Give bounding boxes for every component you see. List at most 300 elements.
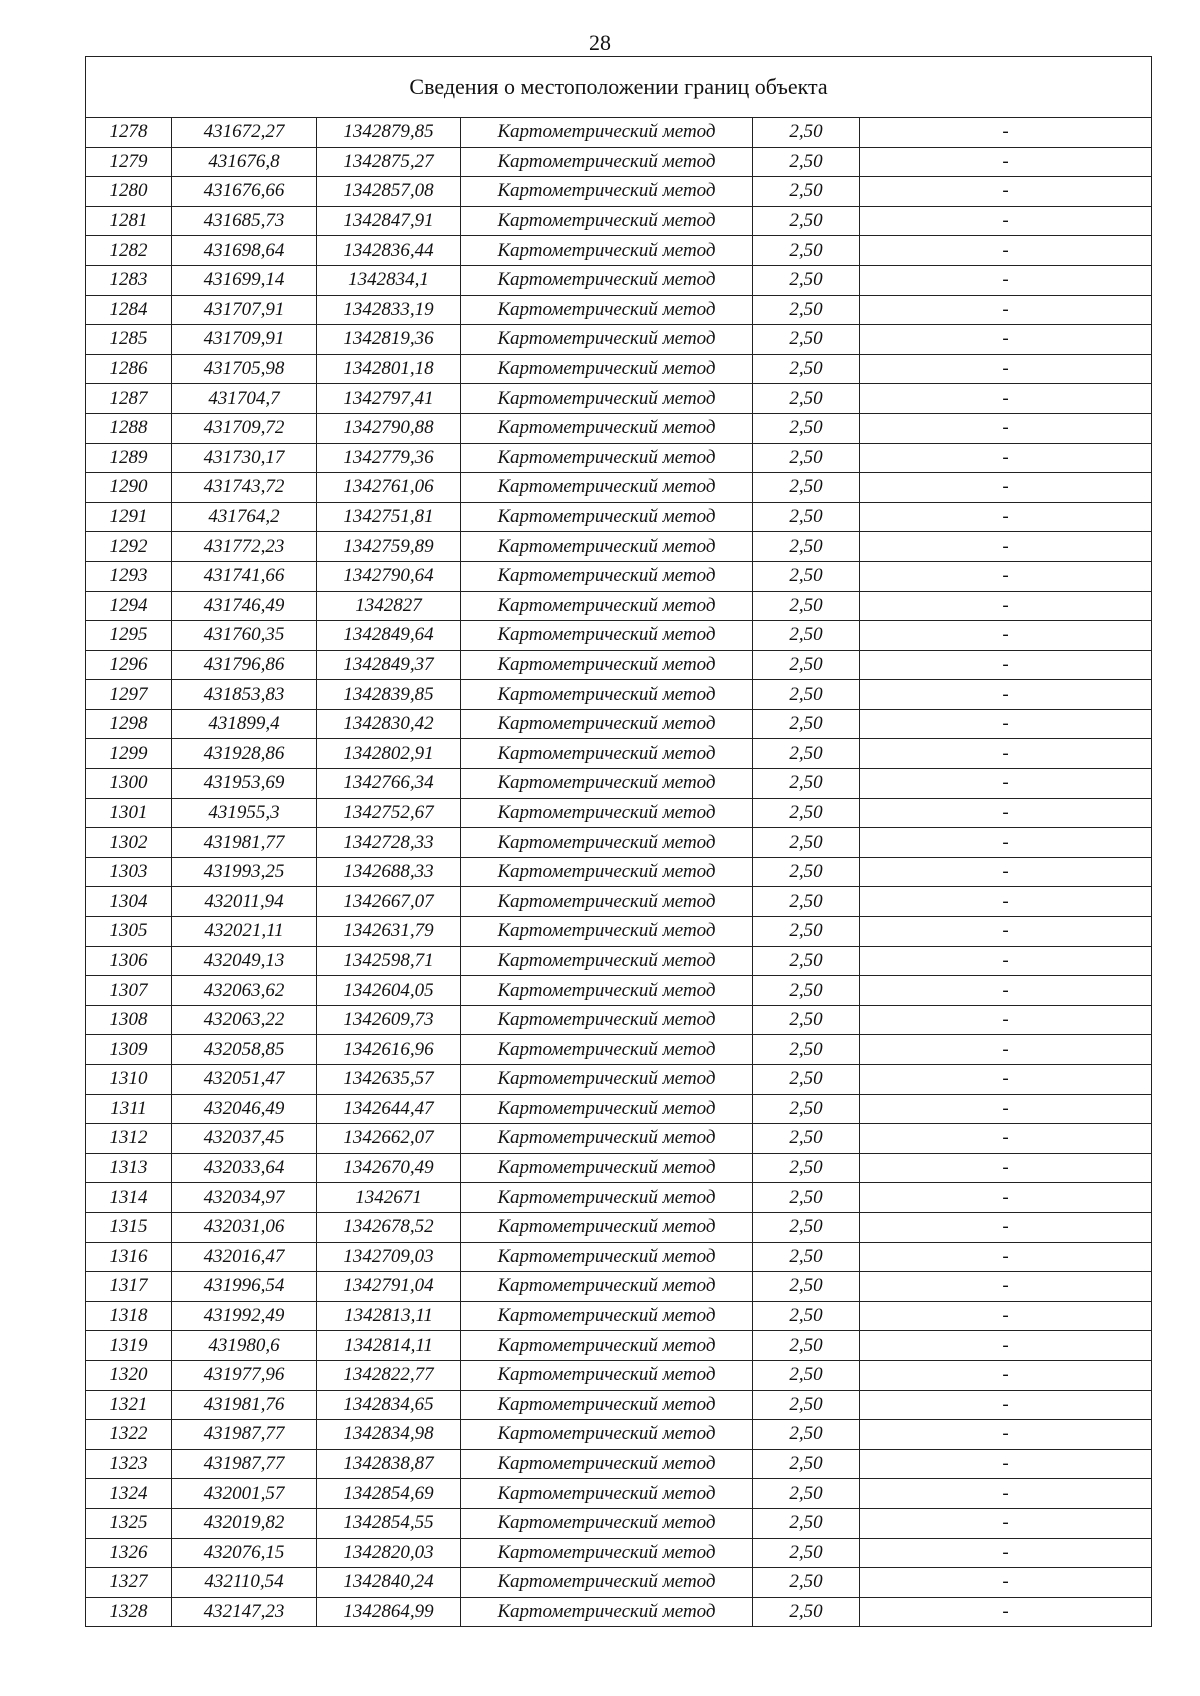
description-cell: - xyxy=(860,1242,1152,1272)
y-coordinate-cell: 1342688,33 xyxy=(317,857,461,887)
y-coordinate-cell: 1342820,03 xyxy=(317,1538,461,1568)
point-number-cell: 1324 xyxy=(86,1479,172,1509)
point-number-cell: 1297 xyxy=(86,680,172,710)
description-cell: - xyxy=(860,739,1152,769)
table-title-row xyxy=(86,57,1152,118)
description-cell: - xyxy=(860,976,1152,1006)
y-coordinate-cell: 1342609,73 xyxy=(317,1005,461,1035)
description-cell: - xyxy=(860,917,1152,947)
point-number-cell: 1305 xyxy=(86,917,172,947)
x-coordinate-cell: 431796,86 xyxy=(172,650,317,680)
accuracy-cell: 2,50 xyxy=(753,1153,860,1183)
table-row xyxy=(86,1065,1152,1095)
table-row xyxy=(86,591,1152,621)
description-cell: - xyxy=(860,1568,1152,1598)
accuracy-cell: 2,50 xyxy=(753,621,860,651)
method-cell: Картометрический метод xyxy=(461,1065,753,1095)
method-cell: Картометрический метод xyxy=(461,1153,753,1183)
description-cell: - xyxy=(860,147,1152,177)
point-number-cell: 1310 xyxy=(86,1065,172,1095)
table-row xyxy=(86,1331,1152,1361)
description-cell: - xyxy=(860,1153,1152,1183)
point-number-cell: 1301 xyxy=(86,798,172,828)
description-cell: - xyxy=(860,118,1152,148)
table-row xyxy=(86,887,1152,917)
method-cell: Картометрический метод xyxy=(461,1183,753,1213)
method-cell: Картометрический метод xyxy=(461,1272,753,1302)
point-number-cell: 1282 xyxy=(86,236,172,266)
description-cell: - xyxy=(860,1420,1152,1450)
y-coordinate-cell: 1342598,71 xyxy=(317,946,461,976)
point-number-cell: 1288 xyxy=(86,413,172,443)
method-cell: Картометрический метод xyxy=(461,1597,753,1627)
accuracy-cell: 2,50 xyxy=(753,739,860,769)
accuracy-cell: 2,50 xyxy=(753,1360,860,1390)
method-cell: Картометрический метод xyxy=(461,1360,753,1390)
description-cell: - xyxy=(860,384,1152,414)
table-row xyxy=(86,1183,1152,1213)
x-coordinate-cell: 432033,64 xyxy=(172,1153,317,1183)
y-coordinate-cell: 1342854,55 xyxy=(317,1508,461,1538)
y-coordinate-cell: 1342791,04 xyxy=(317,1272,461,1302)
accuracy-cell: 2,50 xyxy=(753,828,860,858)
method-cell: Картометрический метод xyxy=(461,946,753,976)
y-coordinate-cell: 1342752,67 xyxy=(317,798,461,828)
method-cell: Картометрический метод xyxy=(461,1568,753,1598)
description-cell: - xyxy=(860,1094,1152,1124)
table-row xyxy=(86,561,1152,591)
description-cell: - xyxy=(860,1005,1152,1035)
accuracy-cell: 2,50 xyxy=(753,1242,860,1272)
accuracy-cell: 2,50 xyxy=(753,354,860,384)
y-coordinate-cell: 1342616,96 xyxy=(317,1035,461,1065)
y-coordinate-cell: 1342802,91 xyxy=(317,739,461,769)
description-cell: - xyxy=(860,1360,1152,1390)
method-cell: Картометрический метод xyxy=(461,265,753,295)
accuracy-cell: 2,50 xyxy=(753,887,860,917)
y-coordinate-cell: 1342847,91 xyxy=(317,206,461,236)
method-cell: Картометрический метод xyxy=(461,384,753,414)
accuracy-cell: 2,50 xyxy=(753,413,860,443)
accuracy-cell: 2,50 xyxy=(753,1390,860,1420)
method-cell: Картометрический метод xyxy=(461,1242,753,1272)
y-coordinate-cell: 1342801,18 xyxy=(317,354,461,384)
method-cell: Картометрический метод xyxy=(461,561,753,591)
accuracy-cell: 2,50 xyxy=(753,1420,860,1450)
x-coordinate-cell: 431853,83 xyxy=(172,680,317,710)
y-coordinate-cell: 1342709,03 xyxy=(317,1242,461,1272)
method-cell: Картометрический метод xyxy=(461,1212,753,1242)
description-cell: - xyxy=(860,502,1152,532)
description-cell: - xyxy=(860,354,1152,384)
y-coordinate-cell: 1342840,24 xyxy=(317,1568,461,1598)
table-row xyxy=(86,917,1152,947)
y-coordinate-cell: 1342819,36 xyxy=(317,325,461,355)
point-number-cell: 1312 xyxy=(86,1124,172,1154)
method-cell: Картометрический метод xyxy=(461,325,753,355)
y-coordinate-cell: 1342813,11 xyxy=(317,1301,461,1331)
accuracy-cell: 2,50 xyxy=(753,1094,860,1124)
method-cell: Картометрический метод xyxy=(461,769,753,799)
y-coordinate-cell: 1342849,37 xyxy=(317,650,461,680)
table-row xyxy=(86,354,1152,384)
accuracy-cell: 2,50 xyxy=(753,591,860,621)
accuracy-cell: 2,50 xyxy=(753,857,860,887)
table-row xyxy=(86,265,1152,295)
table-row xyxy=(86,1301,1152,1331)
point-number-cell: 1309 xyxy=(86,1035,172,1065)
method-cell: Картометрический метод xyxy=(461,680,753,710)
y-coordinate-cell: 1342834,65 xyxy=(317,1390,461,1420)
description-cell: - xyxy=(860,1479,1152,1509)
x-coordinate-cell: 431685,73 xyxy=(172,206,317,236)
y-coordinate-cell: 1342671 xyxy=(317,1183,461,1213)
method-cell: Картометрический метод xyxy=(461,502,753,532)
table-row xyxy=(86,798,1152,828)
x-coordinate-cell: 432019,82 xyxy=(172,1508,317,1538)
y-coordinate-cell: 1342667,07 xyxy=(317,887,461,917)
method-cell: Картометрический метод xyxy=(461,709,753,739)
method-cell: Картометрический метод xyxy=(461,798,753,828)
table-row xyxy=(86,413,1152,443)
table-row xyxy=(86,769,1152,799)
description-cell: - xyxy=(860,1065,1152,1095)
x-coordinate-cell: 431676,8 xyxy=(172,147,317,177)
description-cell: - xyxy=(860,1331,1152,1361)
method-cell: Картометрический метод xyxy=(461,917,753,947)
point-number-cell: 1292 xyxy=(86,532,172,562)
accuracy-cell: 2,50 xyxy=(753,1597,860,1627)
point-number-cell: 1283 xyxy=(86,265,172,295)
x-coordinate-cell: 431996,54 xyxy=(172,1272,317,1302)
accuracy-cell: 2,50 xyxy=(753,1035,860,1065)
method-cell: Картометрический метод xyxy=(461,532,753,562)
y-coordinate-cell: 1342790,64 xyxy=(317,561,461,591)
point-number-cell: 1327 xyxy=(86,1568,172,1598)
description-cell: - xyxy=(860,1597,1152,1627)
description-cell: - xyxy=(860,650,1152,680)
table-row xyxy=(86,828,1152,858)
y-coordinate-cell: 1342814,11 xyxy=(317,1331,461,1361)
table-row xyxy=(86,857,1152,887)
description-cell: - xyxy=(860,1390,1152,1420)
table-row xyxy=(86,206,1152,236)
x-coordinate-cell: 431987,77 xyxy=(172,1449,317,1479)
accuracy-cell: 2,50 xyxy=(753,680,860,710)
accuracy-cell: 2,50 xyxy=(753,1538,860,1568)
table-row xyxy=(86,1005,1152,1035)
method-cell: Картометрический метод xyxy=(461,591,753,621)
accuracy-cell: 2,50 xyxy=(753,1212,860,1242)
table-row xyxy=(86,1124,1152,1154)
point-number-cell: 1281 xyxy=(86,206,172,236)
accuracy-cell: 2,50 xyxy=(753,1005,860,1035)
y-coordinate-cell: 1342838,87 xyxy=(317,1449,461,1479)
point-number-cell: 1296 xyxy=(86,650,172,680)
accuracy-cell: 2,50 xyxy=(753,1301,860,1331)
x-coordinate-cell: 431980,6 xyxy=(172,1331,317,1361)
x-coordinate-cell: 432046,49 xyxy=(172,1094,317,1124)
description-cell: - xyxy=(860,1538,1152,1568)
table-row xyxy=(86,1508,1152,1538)
accuracy-cell: 2,50 xyxy=(753,502,860,532)
method-cell: Картометрический метод xyxy=(461,177,753,207)
accuracy-cell: 2,50 xyxy=(753,206,860,236)
method-cell: Картометрический метод xyxy=(461,1331,753,1361)
point-number-cell: 1286 xyxy=(86,354,172,384)
y-coordinate-cell: 1342836,44 xyxy=(317,236,461,266)
description-cell: - xyxy=(860,1301,1152,1331)
point-number-cell: 1314 xyxy=(86,1183,172,1213)
x-coordinate-cell: 431772,23 xyxy=(172,532,317,562)
x-coordinate-cell: 432147,23 xyxy=(172,1597,317,1627)
table-row xyxy=(86,946,1152,976)
y-coordinate-cell: 1342662,07 xyxy=(317,1124,461,1154)
point-number-cell: 1321 xyxy=(86,1390,172,1420)
accuracy-cell: 2,50 xyxy=(753,1124,860,1154)
y-coordinate-cell: 1342864,99 xyxy=(317,1597,461,1627)
x-coordinate-cell: 431899,4 xyxy=(172,709,317,739)
x-coordinate-cell: 432051,47 xyxy=(172,1065,317,1095)
accuracy-cell: 2,50 xyxy=(753,798,860,828)
x-coordinate-cell: 431704,7 xyxy=(172,384,317,414)
x-coordinate-cell: 432021,11 xyxy=(172,917,317,947)
point-number-cell: 1323 xyxy=(86,1449,172,1479)
x-coordinate-cell: 431993,25 xyxy=(172,857,317,887)
table-row xyxy=(86,473,1152,503)
x-coordinate-cell: 432001,57 xyxy=(172,1479,317,1509)
y-coordinate-cell: 1342854,69 xyxy=(317,1479,461,1509)
table-row xyxy=(86,1035,1152,1065)
point-number-cell: 1311 xyxy=(86,1094,172,1124)
point-number-cell: 1320 xyxy=(86,1360,172,1390)
y-coordinate-cell: 1342728,33 xyxy=(317,828,461,858)
table-row xyxy=(86,118,1152,148)
accuracy-cell: 2,50 xyxy=(753,1183,860,1213)
method-cell: Картометрический метод xyxy=(461,976,753,1006)
table-row xyxy=(86,502,1152,532)
accuracy-cell: 2,50 xyxy=(753,177,860,207)
point-number-cell: 1284 xyxy=(86,295,172,325)
point-number-cell: 1318 xyxy=(86,1301,172,1331)
description-cell: - xyxy=(860,265,1152,295)
y-coordinate-cell: 1342827 xyxy=(317,591,461,621)
description-cell: - xyxy=(860,798,1152,828)
table-body xyxy=(86,57,1152,1627)
y-coordinate-cell: 1342678,52 xyxy=(317,1212,461,1242)
x-coordinate-cell: 431764,2 xyxy=(172,502,317,532)
table-row xyxy=(86,1242,1152,1272)
method-cell: Картометрический метод xyxy=(461,621,753,651)
accuracy-cell: 2,50 xyxy=(753,561,860,591)
accuracy-cell: 2,50 xyxy=(753,325,860,355)
point-number-cell: 1295 xyxy=(86,621,172,651)
method-cell: Картометрический метод xyxy=(461,236,753,266)
method-cell: Картометрический метод xyxy=(461,473,753,503)
table-row xyxy=(86,1538,1152,1568)
point-number-cell: 1316 xyxy=(86,1242,172,1272)
point-number-cell: 1279 xyxy=(86,147,172,177)
table-row xyxy=(86,1272,1152,1302)
y-coordinate-cell: 1342834,98 xyxy=(317,1420,461,1450)
table-row xyxy=(86,532,1152,562)
point-number-cell: 1280 xyxy=(86,177,172,207)
point-number-cell: 1302 xyxy=(86,828,172,858)
boundary-coordinates-table xyxy=(85,56,1152,1627)
method-cell: Картометрический метод xyxy=(461,1301,753,1331)
table-row xyxy=(86,295,1152,325)
accuracy-cell: 2,50 xyxy=(753,976,860,1006)
description-cell: - xyxy=(860,828,1152,858)
point-number-cell: 1317 xyxy=(86,1272,172,1302)
accuracy-cell: 2,50 xyxy=(753,1568,860,1598)
method-cell: Картометрический метод xyxy=(461,1449,753,1479)
y-coordinate-cell: 1342849,64 xyxy=(317,621,461,651)
y-coordinate-cell: 1342670,49 xyxy=(317,1153,461,1183)
method-cell: Картометрический метод xyxy=(461,1035,753,1065)
table-row xyxy=(86,709,1152,739)
accuracy-cell: 2,50 xyxy=(753,917,860,947)
x-coordinate-cell: 431730,17 xyxy=(172,443,317,473)
method-cell: Картометрический метод xyxy=(461,1538,753,1568)
x-coordinate-cell: 432058,85 xyxy=(172,1035,317,1065)
description-cell: - xyxy=(860,1035,1152,1065)
y-coordinate-cell: 1342822,77 xyxy=(317,1360,461,1390)
method-cell: Картометрический метод xyxy=(461,1420,753,1450)
description-cell: - xyxy=(860,1272,1152,1302)
point-number-cell: 1299 xyxy=(86,739,172,769)
point-number-cell: 1298 xyxy=(86,709,172,739)
x-coordinate-cell: 432063,62 xyxy=(172,976,317,1006)
method-cell: Картометрический метод xyxy=(461,1479,753,1509)
accuracy-cell: 2,50 xyxy=(753,1449,860,1479)
method-cell: Картометрический метод xyxy=(461,1005,753,1035)
table-row xyxy=(86,236,1152,266)
x-coordinate-cell: 431707,91 xyxy=(172,295,317,325)
accuracy-cell: 2,50 xyxy=(753,769,860,799)
accuracy-cell: 2,50 xyxy=(753,650,860,680)
description-cell: - xyxy=(860,769,1152,799)
description-cell: - xyxy=(860,532,1152,562)
x-coordinate-cell: 431672,27 xyxy=(172,118,317,148)
table-row xyxy=(86,1153,1152,1183)
point-number-cell: 1303 xyxy=(86,857,172,887)
description-cell: - xyxy=(860,177,1152,207)
table-row xyxy=(86,443,1152,473)
method-cell: Картометрический метод xyxy=(461,206,753,236)
x-coordinate-cell: 431987,77 xyxy=(172,1420,317,1450)
accuracy-cell: 2,50 xyxy=(753,1331,860,1361)
x-coordinate-cell: 432034,97 xyxy=(172,1183,317,1213)
table-row xyxy=(86,1360,1152,1390)
table-row xyxy=(86,1094,1152,1124)
point-number-cell: 1304 xyxy=(86,887,172,917)
accuracy-cell: 2,50 xyxy=(753,1272,860,1302)
description-cell: - xyxy=(860,887,1152,917)
point-number-cell: 1290 xyxy=(86,473,172,503)
x-coordinate-cell: 432031,06 xyxy=(172,1212,317,1242)
accuracy-cell: 2,50 xyxy=(753,265,860,295)
method-cell: Картометрический метод xyxy=(461,650,753,680)
x-coordinate-cell: 431746,49 xyxy=(172,591,317,621)
description-cell: - xyxy=(860,1508,1152,1538)
x-coordinate-cell: 431741,66 xyxy=(172,561,317,591)
method-cell: Картометрический метод xyxy=(461,1390,753,1420)
x-coordinate-cell: 431981,76 xyxy=(172,1390,317,1420)
x-coordinate-cell: 432016,47 xyxy=(172,1242,317,1272)
description-cell: - xyxy=(860,413,1152,443)
point-number-cell: 1313 xyxy=(86,1153,172,1183)
table-row xyxy=(86,621,1152,651)
description-cell: - xyxy=(860,206,1152,236)
accuracy-cell: 2,50 xyxy=(753,1508,860,1538)
description-cell: - xyxy=(860,1449,1152,1479)
point-number-cell: 1300 xyxy=(86,769,172,799)
y-coordinate-cell: 1342875,27 xyxy=(317,147,461,177)
accuracy-cell: 2,50 xyxy=(753,236,860,266)
point-number-cell: 1328 xyxy=(86,1597,172,1627)
table-row xyxy=(86,1597,1152,1627)
x-coordinate-cell: 431699,14 xyxy=(172,265,317,295)
y-coordinate-cell: 1342833,19 xyxy=(317,295,461,325)
y-coordinate-cell: 1342779,36 xyxy=(317,443,461,473)
method-cell: Картометрический метод xyxy=(461,857,753,887)
y-coordinate-cell: 1342797,41 xyxy=(317,384,461,414)
method-cell: Картометрический метод xyxy=(461,354,753,384)
description-cell: - xyxy=(860,709,1152,739)
point-number-cell: 1293 xyxy=(86,561,172,591)
page-number: 28 xyxy=(589,30,611,55)
table-row xyxy=(86,739,1152,769)
table-row xyxy=(86,177,1152,207)
description-cell: - xyxy=(860,561,1152,591)
x-coordinate-cell: 431743,72 xyxy=(172,473,317,503)
x-coordinate-cell: 431709,72 xyxy=(172,413,317,443)
x-coordinate-cell: 432037,45 xyxy=(172,1124,317,1154)
table-row xyxy=(86,1479,1152,1509)
y-coordinate-cell: 1342759,89 xyxy=(317,532,461,562)
y-coordinate-cell: 1342766,34 xyxy=(317,769,461,799)
accuracy-cell: 2,50 xyxy=(753,532,860,562)
point-number-cell: 1278 xyxy=(86,118,172,148)
y-coordinate-cell: 1342839,85 xyxy=(317,680,461,710)
point-number-cell: 1322 xyxy=(86,1420,172,1450)
accuracy-cell: 2,50 xyxy=(753,118,860,148)
x-coordinate-cell: 431981,77 xyxy=(172,828,317,858)
x-coordinate-cell: 432049,13 xyxy=(172,946,317,976)
table-row xyxy=(86,1390,1152,1420)
method-cell: Картометрический метод xyxy=(461,1124,753,1154)
method-cell: Картометрический метод xyxy=(461,1094,753,1124)
x-coordinate-cell: 431953,69 xyxy=(172,769,317,799)
description-cell: - xyxy=(860,443,1152,473)
x-coordinate-cell: 432076,15 xyxy=(172,1538,317,1568)
method-cell: Картометрический метод xyxy=(461,413,753,443)
description-cell: - xyxy=(860,591,1152,621)
description-cell: - xyxy=(860,1183,1152,1213)
point-number-cell: 1307 xyxy=(86,976,172,1006)
method-cell: Картометрический метод xyxy=(461,147,753,177)
description-cell: - xyxy=(860,1212,1152,1242)
table-row xyxy=(86,976,1152,1006)
x-coordinate-cell: 431955,3 xyxy=(172,798,317,828)
table-row xyxy=(86,384,1152,414)
accuracy-cell: 2,50 xyxy=(753,946,860,976)
y-coordinate-cell: 1342631,79 xyxy=(317,917,461,947)
y-coordinate-cell: 1342879,85 xyxy=(317,118,461,148)
description-cell: - xyxy=(860,236,1152,266)
table-row xyxy=(86,1568,1152,1598)
